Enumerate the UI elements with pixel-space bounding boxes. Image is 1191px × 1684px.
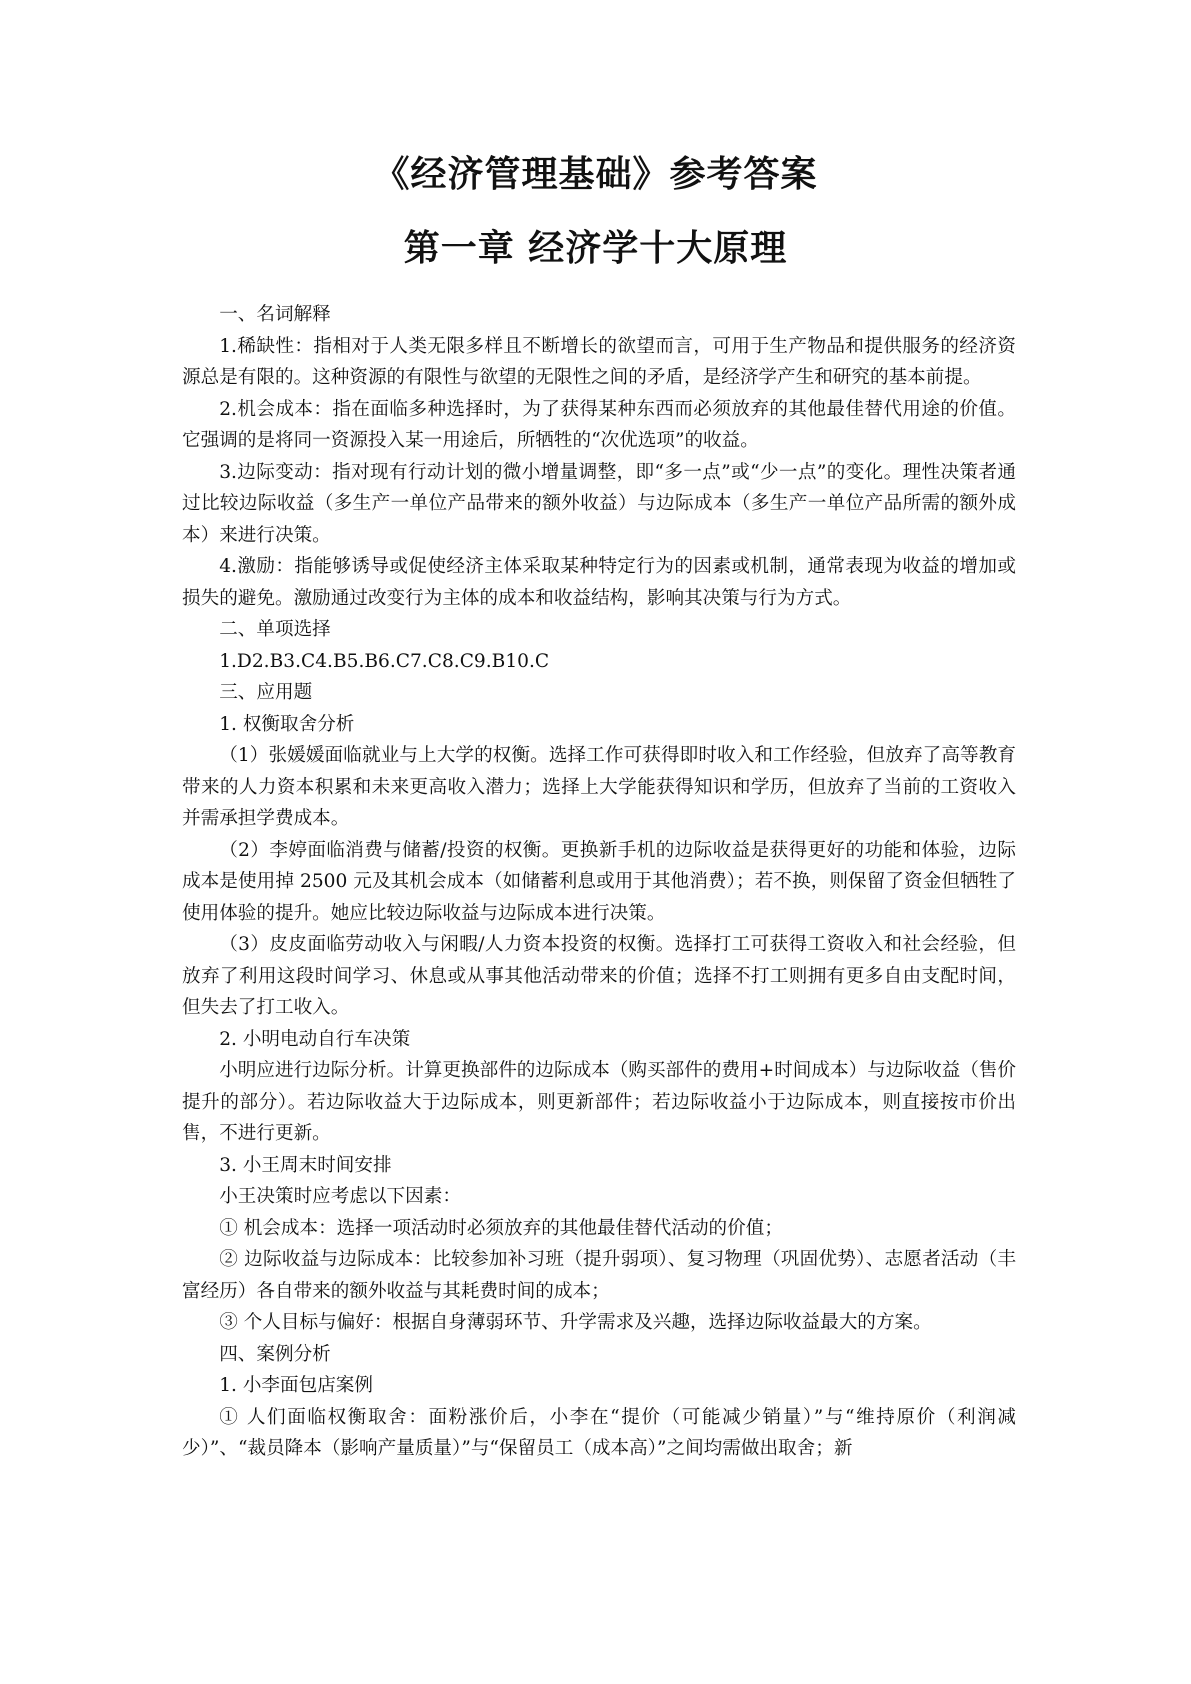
chapter-title: 第一章 经济学十大原理 <box>403 227 788 269</box>
answer-paragraph: （1）张媛媛面临就业与上大学的权衡。选择工作可获得即时收入和工作经验，但放弃了高等教育带来的人力资本积累和未来更高收入潜力；选择上大学能获得知识和学历，但放弃了当前的工资收入并需承担学费成本。 <box>182 745 1016 829</box>
answer-paragraph: （3）皮皮面临劳动收入与闲暇/人力资本投资的权衡。选择打工可获得工资收入和社会经验，但放弃了利用这段时间学习、休息或从事其他活动带来的价值；选择不打工则拥有更多自由支配时间，但失去了打工收入。 <box>182 934 1016 1018</box>
section-heading-definitions: 一、名词解释 <box>219 304 331 325</box>
question-heading-ebike: 2. 小明电动自行车决策 <box>219 1028 411 1050</box>
definition-incentive: 4.激励：指能够诱导或促使经济主体采取某种特定行为的因素或机制，通常表现为收益的增加或损失的避免。激励通过改变行为主体的成本和收益结构，影响其决策与行为方式。 <box>182 556 1016 609</box>
definition-opportunity-cost: 2.机会成本：指在面临多种选择时，为了获得某种东西而必须放弃的其他最佳替代用途的价值。它强调的是将同一资源投入某一用途后，所牺牲的“次优选项”的收益。 <box>182 398 1016 451</box>
question-heading-bakery: 1. 小李面包店案例 <box>219 1375 373 1396</box>
document-title: 《经济管理基础》参考答案 <box>373 153 818 195</box>
answer-list-item: ① 机会成本：选择一项活动时必须放弃的其他最佳替代活动的价值； <box>219 1217 783 1239</box>
definition-marginal-change: 3.边际变动：指对现有行动计划的微小增量调整，即“多一点”或“少一点”的变化。理性决策者通过比较边际收益（多生产一单位产品带来的额外收益）与边际成本（多生产一单位产品所需的额外成本）来进行决策。 <box>182 461 1016 546</box>
answer-content <box>182 299 1016 1465</box>
definition-scarcity: 1.稀缺性：指相对于人类无限多样且不断增长的欲望而言，可用于生产物品和提供服务的经济资源总是有限的。这种资源的有限性与欲望的无限性之间的矛盾，是经济学产生和研究的基本前提。 <box>182 335 1016 388</box>
answer-paragraph: （2）李婷面临消费与储蓄/投资的权衡。更换新手机的边际收益是获得更好的功能和体验，边际成本是使用掉 2500 元及其机会成本（如储蓄利息或用于其他消费）；若不换，则保留了资金但牺牲了使用体验的提升。她应比较边际收益与边际成本进行决策。 <box>182 839 1016 924</box>
answer-paragraph: 小明应进行边际分析。计算更换部件的边际成本（购买部件的费用+时间成本）与边际收益（售价提升的部分）。若边际收益大于边际成本，则更新部件；若边际收益小于边际成本，则直接按市价出售，不进行更新。 <box>182 1060 1016 1144</box>
answer-list-item: ③ 个人目标与偏好：根据自身薄弱环节、升学需求及兴趣，选择边际收益最大的方案。 <box>219 1312 932 1333</box>
section-heading-multiple-choice: 二、单项选择 <box>219 619 331 640</box>
multiple-choice-answers: 1.D2.B3.C4.B5.B6.C7.C8.C9.B10.C <box>219 650 550 672</box>
section-heading-application: 三、应用题 <box>219 682 313 703</box>
answer-list-item: ① 人们面临权衡取舍：面粉涨价后，小李在“提价（可能减少销量）”与“维持原价（利润减少）”、“裁员降本（影响产量质量）”与“保留员工（成本高）”之间均需做出取舍；新 <box>182 1406 1016 1459</box>
question-heading-tradeoff: 1. 权衡取舍分析 <box>219 713 355 735</box>
answer-list-item: ② 边际收益与边际成本：比较参加补习班（提升弱项）、复习物理（巩固优势）、志愿者活动（丰富经历）各自带来的额外收益与其耗费时间的成本； <box>182 1249 1016 1302</box>
question-heading-weekend: 3. 小王周末时间安排 <box>219 1154 392 1176</box>
answer-paragraph: 小王决策时应考虑以下因素： <box>219 1186 461 1207</box>
section-heading-case-analysis: 四、案例分析 <box>219 1343 331 1365</box>
